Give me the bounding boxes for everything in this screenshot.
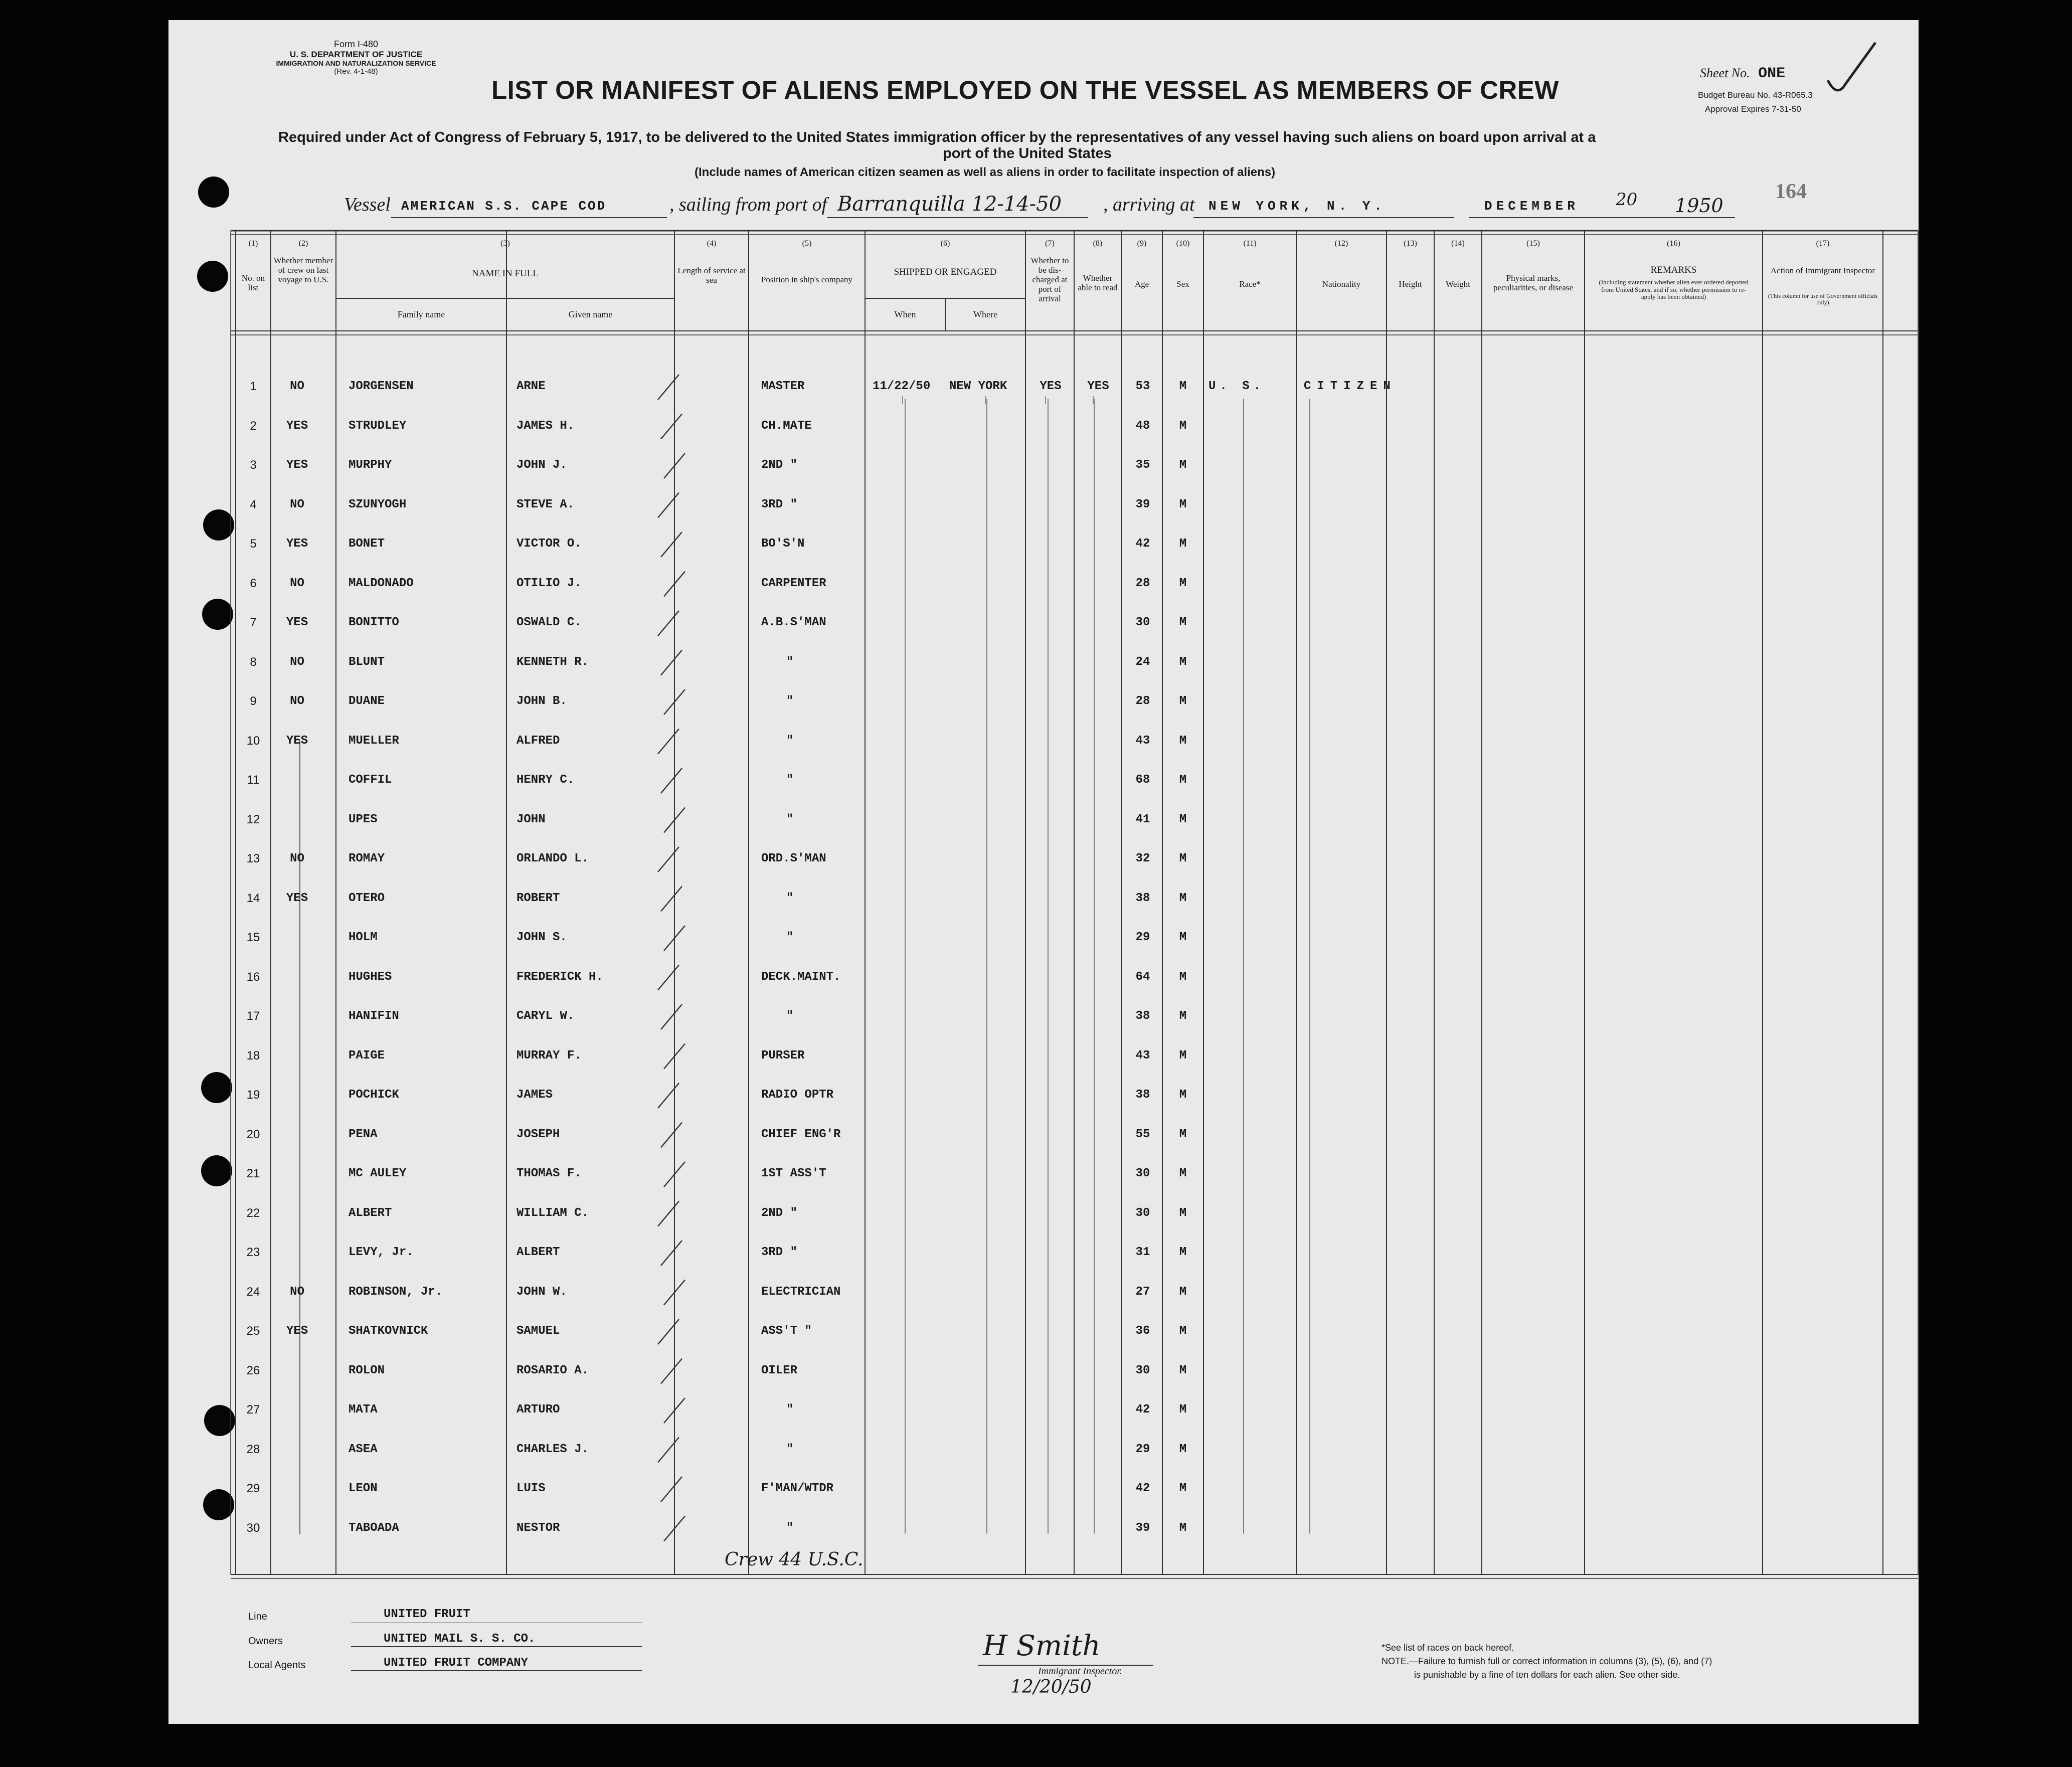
previous-voyage: NO — [290, 497, 304, 511]
sex: M — [1179, 734, 1187, 748]
row-number: 21 — [246, 1167, 260, 1180]
row-number: 3 — [250, 458, 257, 472]
footer-underlines — [351, 1623, 652, 1673]
previous-voyage: NO — [290, 380, 304, 393]
column-subheader-c6a: When — [894, 309, 916, 319]
arriving-label: , arriving at — [1103, 194, 1195, 215]
position: " — [786, 1521, 794, 1535]
family-name: LEVY, Jr. — [349, 1246, 414, 1259]
column-header-c14: Weight — [1446, 279, 1470, 289]
row-number: 11 — [247, 773, 260, 787]
column-header-c13: Height — [1399, 279, 1422, 289]
row-number: 16 — [246, 970, 260, 984]
column-header-c4: Length of service at sea — [677, 266, 746, 285]
previous-voyage: NO — [290, 1285, 304, 1299]
given-name: ARNE — [516, 380, 546, 393]
sex: M — [1179, 1246, 1187, 1259]
row-number: 9 — [250, 694, 257, 708]
sex: M — [1179, 1167, 1187, 1180]
approval-expiry: Approval Expires 7-31-50 — [1705, 104, 1801, 114]
column-header-c6: SHIPPED OR ENGAGED — [894, 267, 997, 277]
row-number: 18 — [246, 1048, 260, 1063]
row-number: 14 — [246, 891, 260, 905]
position: " — [786, 773, 794, 787]
previous-voyage: NO — [290, 694, 304, 708]
crew-note: Crew 44 U.S.C. — [725, 1549, 864, 1570]
age: 29 — [1135, 1442, 1150, 1456]
subtitle-line-3: (Include names of American citizen seamen as well as aliens in order to facilitate inspection of aliens) — [695, 165, 1276, 179]
sex: M — [1179, 497, 1187, 511]
row-number: 25 — [246, 1324, 260, 1338]
family-name: BLUNT — [349, 655, 385, 669]
family-name: ALBERT — [349, 1206, 392, 1220]
given-name: JAMES H. — [516, 419, 575, 433]
position: ORD.S'MAN — [761, 852, 826, 865]
column-header-c8: Whether able to read — [1078, 273, 1118, 293]
sheet-label: Sheet No. — [1700, 66, 1750, 80]
nationality: CITIZEN — [1304, 380, 1397, 393]
column-subheader-c17_sub: (This column for use of Government officials only) — [1768, 292, 1878, 306]
position: F'MAN/WTDR — [761, 1482, 834, 1495]
position: A.B.S'MAN — [761, 616, 826, 629]
family-name: HOLM — [349, 931, 378, 944]
age: 43 — [1135, 734, 1150, 748]
age: 42 — [1135, 1403, 1150, 1417]
family-name: MURPHY — [349, 458, 392, 472]
sex: M — [1179, 694, 1187, 708]
arrival-month: DECEMBER — [1484, 199, 1579, 214]
position: CARPENTER — [761, 576, 826, 590]
given-name: JOHN J. — [516, 458, 567, 472]
row-number: 23 — [246, 1246, 260, 1259]
sex: M — [1179, 616, 1187, 629]
position: 2ND " — [761, 1206, 798, 1220]
family-name: SHATKOVNICK — [349, 1324, 428, 1338]
given-name: NESTOR — [516, 1521, 560, 1535]
row-number: 1 — [250, 380, 257, 393]
family-name: MC AULEY — [349, 1167, 407, 1180]
family-name: TABOADA — [349, 1521, 399, 1535]
column-number: (11) — [1243, 239, 1257, 248]
age: 30 — [1135, 1363, 1150, 1377]
sex: M — [1179, 1482, 1187, 1495]
budget-number: Budget Bureau No. 43-R065.3 — [1698, 90, 1813, 100]
given-name: JAMES — [516, 1088, 553, 1102]
previous-voyage: YES — [286, 458, 308, 472]
row-number: 12 — [246, 812, 260, 826]
family-name: ROMAY — [349, 852, 385, 865]
age: 35 — [1135, 458, 1150, 472]
age: 64 — [1135, 970, 1150, 984]
row-number: 4 — [250, 497, 257, 511]
subtitle-line-1: Required under Act of Congress of February 5, 1917, to be delivered to the United States immigration officer by the representatives of any vessel having such aliens on board upon arrival at a — [278, 129, 1596, 145]
arriving-port: NEW YORK, N. Y. — [1208, 199, 1387, 214]
age: 38 — [1135, 891, 1150, 905]
family-name: MALDONADO — [349, 576, 414, 590]
penalty-note: NOTE.—Failure to furnish full or correct information in columns (3), (5), (6), and (7) — [1382, 1656, 1712, 1666]
position: BO'S'N — [761, 537, 805, 551]
family-name: ROLON — [349, 1363, 385, 1377]
column-subheader-c3b: Given name — [568, 309, 613, 319]
given-name: ALFRED — [516, 734, 560, 748]
family-name: STRUDLEY — [349, 419, 407, 433]
position: 1ST ASS'T — [761, 1167, 826, 1180]
column-number: (2) — [298, 239, 308, 248]
stamp-number: 164 — [1775, 180, 1807, 203]
position: 3RD " — [761, 497, 798, 511]
given-name: STEVE A. — [516, 497, 575, 511]
given-name: ROSARIO A. — [516, 1363, 589, 1377]
previous-voyage: NO — [290, 576, 304, 590]
sex: M — [1179, 419, 1187, 433]
agents-label: Local Agents — [248, 1660, 306, 1671]
column-header-c7: Whether to be dis-charged at port of arrival — [1030, 256, 1069, 304]
given-name: OSWALD C. — [516, 616, 582, 629]
row-number: 5 — [250, 537, 257, 551]
age: 39 — [1135, 497, 1150, 511]
column-number: (9) — [1137, 239, 1147, 248]
arrival-year: 1950 — [1675, 195, 1723, 217]
column-header-c17: Action of Immigrant Inspector — [1770, 266, 1875, 275]
row-number: 29 — [246, 1482, 260, 1495]
sex: M — [1179, 1442, 1187, 1456]
owners-label: Owners — [248, 1636, 283, 1647]
given-name: THOMAS F. — [516, 1167, 582, 1180]
family-name: UPES — [349, 812, 378, 826]
vessel-label: Vessel — [344, 194, 391, 215]
given-name: LUIS — [516, 1482, 546, 1495]
position: CH.MATE — [761, 419, 812, 433]
age: 36 — [1135, 1324, 1150, 1338]
row-number: 22 — [246, 1206, 260, 1220]
column-number: (15) — [1526, 239, 1540, 248]
sex: M — [1179, 380, 1187, 393]
family-name: JORGENSEN — [349, 380, 414, 393]
department: U. S. DEPARTMENT OF JUSTICE — [289, 49, 423, 59]
column-header-c15: Physical marks, peculiarities, or disease — [1493, 273, 1574, 293]
column-number: (16) — [1667, 239, 1680, 248]
row-number: 17 — [246, 1009, 260, 1023]
position: MASTER — [761, 380, 805, 393]
agents-value: UNITED FRUIT COMPANY — [384, 1656, 529, 1670]
given-name: JOHN S. — [516, 931, 567, 944]
given-name: HENRY C. — [516, 773, 575, 787]
family-name: BONITTO — [349, 616, 399, 629]
sex: M — [1179, 773, 1187, 787]
family-name: HUGHES — [349, 970, 392, 984]
sex: M — [1179, 931, 1187, 944]
position: " — [786, 1403, 794, 1417]
position: " — [786, 694, 794, 708]
age: 31 — [1135, 1246, 1150, 1259]
sex: M — [1179, 1324, 1187, 1338]
age: 38 — [1135, 1009, 1150, 1023]
position: " — [786, 734, 794, 748]
row-number: 8 — [250, 655, 257, 669]
position: " — [786, 1442, 794, 1456]
sailing-from: Barranquilla 12-14-50 — [837, 193, 1062, 216]
age: 42 — [1135, 1482, 1150, 1495]
shipped-when: 11/22/50 — [873, 380, 931, 393]
column-number: (7) — [1045, 239, 1055, 248]
position: ELECTRICIAN — [761, 1285, 841, 1299]
position: " — [786, 931, 794, 944]
sex: M — [1179, 655, 1187, 669]
family-name: POCHICK — [349, 1088, 399, 1102]
age: 41 — [1135, 812, 1150, 826]
position: ASS'T " — [761, 1324, 812, 1338]
age: 48 — [1135, 419, 1150, 433]
row-number: 30 — [246, 1521, 260, 1535]
races-note: *See list of races on back hereof. — [1382, 1643, 1514, 1653]
row-number: 20 — [246, 1127, 260, 1141]
previous-voyage: NO — [290, 655, 304, 669]
column-number: (3) — [500, 239, 510, 248]
given-name: CARYL W. — [516, 1009, 575, 1023]
column-number: (10) — [1176, 239, 1190, 248]
row-number: 15 — [246, 931, 260, 944]
column-number: (14) — [1451, 239, 1465, 248]
previous-voyage: NO — [290, 852, 304, 865]
sex: M — [1179, 1363, 1187, 1377]
sex: M — [1179, 458, 1187, 472]
sex: M — [1179, 1521, 1187, 1535]
position: 2ND " — [761, 458, 798, 472]
column-subheader-c16_sub: (Including statement whether alien ever ordered deported from United States, and if so, whether permission to re-apply has been obtained) — [1599, 278, 1749, 301]
given-name: WILLIAM C. — [516, 1206, 589, 1220]
position: 3RD " — [761, 1246, 798, 1259]
discharged: YES — [1040, 380, 1062, 393]
family-name: ROBINSON, Jr. — [349, 1285, 443, 1299]
position: CHIEF ENG'R — [761, 1127, 841, 1141]
age: 30 — [1135, 616, 1150, 629]
column-number: (8) — [1093, 239, 1103, 248]
family-name: BONET — [349, 537, 385, 551]
race: U. S. — [1208, 380, 1265, 393]
column-number: (13) — [1404, 239, 1417, 248]
column-header-c2: Whether member of crew on last voyage to U.S. — [273, 256, 333, 285]
sex: M — [1179, 891, 1187, 905]
given-name: JOHN B. — [516, 694, 567, 708]
age: 38 — [1135, 1088, 1150, 1102]
age: 28 — [1135, 694, 1150, 708]
subtitle-line-2: port of the United States — [943, 145, 1112, 161]
shipped-where: NEW YORK — [949, 380, 1007, 393]
family-name: OTERO — [349, 891, 385, 905]
position: " — [786, 655, 794, 669]
column-number: (6) — [940, 239, 950, 248]
given-name: ORLANDO L. — [516, 852, 589, 865]
previous-voyage: YES — [286, 419, 308, 433]
revision: (Rev. 4-1-48) — [334, 67, 378, 76]
age: 29 — [1135, 931, 1150, 944]
sex: M — [1179, 1048, 1187, 1063]
family-name: SZUNYOGH — [349, 497, 407, 511]
previous-voyage: YES — [286, 891, 308, 905]
family-name: MATA — [349, 1403, 378, 1417]
row-number: 10 — [246, 734, 260, 748]
column-header-c1: No. on list — [241, 273, 265, 293]
sex: M — [1179, 1009, 1187, 1023]
sex: M — [1179, 970, 1187, 984]
given-name: JOHN W. — [516, 1285, 567, 1299]
row-number: 6 — [250, 576, 257, 590]
owners-value: UNITED MAIL S. S. CO. — [384, 1632, 536, 1646]
column-header-c10: Sex — [1176, 279, 1189, 289]
column-header-c12: Nationality — [1322, 279, 1361, 289]
age: 30 — [1135, 1206, 1150, 1220]
row-number: 2 — [250, 419, 257, 433]
given-name: CHARLES J. — [516, 1442, 589, 1456]
arrival-day: 20 — [1616, 190, 1638, 210]
row-number: 27 — [246, 1403, 260, 1417]
sex: M — [1179, 1127, 1187, 1141]
previous-voyage: YES — [286, 1324, 308, 1338]
column-header-c5: Position in ship's company — [761, 275, 853, 284]
given-name: ALBERT — [516, 1246, 560, 1259]
column-header-c11: Race* — [1239, 279, 1261, 289]
row-number: 7 — [250, 616, 257, 629]
age: 53 — [1135, 380, 1150, 393]
sex: M — [1179, 812, 1187, 826]
row-number: 28 — [246, 1442, 260, 1456]
column-header-c9: Age — [1134, 279, 1149, 289]
row-number: 19 — [246, 1088, 260, 1102]
age: 55 — [1135, 1127, 1150, 1141]
family-name: HANIFIN — [349, 1009, 399, 1023]
sex: M — [1179, 1285, 1187, 1299]
sailing-label: , sailing from port of — [669, 194, 827, 215]
family-name: DUANE — [349, 694, 385, 708]
age: 30 — [1135, 1167, 1150, 1180]
age: 24 — [1135, 655, 1150, 669]
family-name: PENA — [349, 1127, 378, 1141]
given-name: SAMUEL — [516, 1324, 560, 1338]
given-name: JOHN — [516, 812, 546, 826]
family-name: MUELLER — [349, 734, 399, 748]
vessel-name: AMERICAN S.S. CAPE COD — [401, 199, 607, 214]
sex: M — [1179, 1088, 1187, 1102]
age: 28 — [1135, 576, 1150, 590]
position: DECK.MAINT. — [761, 970, 841, 984]
line-value: UNITED FRUIT — [384, 1608, 470, 1621]
age: 27 — [1135, 1285, 1150, 1299]
form-title: LIST OR MANIFEST OF ALIENS EMPLOYED ON THE VESSEL AS MEMBERS OF CREW — [491, 76, 1559, 104]
given-name: ARTURO — [516, 1403, 560, 1417]
given-name: VICTOR O. — [516, 537, 582, 551]
given-name: MURRAY F. — [516, 1048, 582, 1063]
given-name: JOSEPH — [516, 1127, 560, 1141]
sex: M — [1179, 1206, 1187, 1220]
column-header-c3: NAME IN FULL — [472, 268, 539, 279]
line-label: Line — [248, 1611, 267, 1622]
age: 32 — [1135, 852, 1150, 865]
inspector-date: 12/20/50 — [1010, 1677, 1092, 1697]
row-number: 26 — [246, 1363, 260, 1377]
sheet-value: ONE — [1758, 65, 1786, 82]
previous-voyage: YES — [286, 537, 308, 551]
position: " — [786, 1009, 794, 1023]
column-subheader-c6b: Where — [973, 309, 997, 319]
age: 43 — [1135, 1048, 1150, 1063]
inspector-label: Immigrant Inspector. — [1038, 1666, 1122, 1677]
sex: M — [1179, 576, 1187, 590]
row-number: 24 — [246, 1285, 260, 1299]
row-number: 13 — [246, 852, 260, 865]
column-number: (17) — [1816, 239, 1830, 248]
age: 42 — [1135, 537, 1150, 551]
column-number: (5) — [802, 239, 812, 248]
given-name: OTILIO J. — [516, 576, 582, 590]
column-header-c16: REMARKS — [1650, 265, 1697, 275]
position: " — [786, 812, 794, 826]
column-number: (12) — [1334, 239, 1348, 248]
given-name: ROBERT — [516, 891, 560, 905]
age: 39 — [1135, 1521, 1150, 1535]
given-name: FREDERICK H. — [516, 970, 603, 984]
given-name: KENNETH R. — [516, 655, 589, 669]
column-number: (1) — [248, 239, 258, 248]
family-name: LEON — [349, 1482, 378, 1495]
previous-voyage: YES — [286, 616, 308, 629]
penalty-note-cont: is punishable by a fine of ten dollars for each alien. See other side. — [1414, 1670, 1680, 1680]
sex: M — [1179, 1403, 1187, 1417]
able-to-read: YES — [1087, 380, 1109, 393]
position: RADIO OPTR — [761, 1088, 834, 1102]
position: PURSER — [761, 1048, 805, 1063]
form-number: Form I-480 — [333, 39, 379, 49]
column-number: (4) — [707, 239, 717, 248]
age: 68 — [1135, 773, 1150, 787]
family-name: ASEA — [349, 1442, 378, 1456]
inspector-signature: H Smith — [983, 1630, 1101, 1662]
position: OILER — [761, 1363, 798, 1377]
sex: M — [1179, 852, 1187, 865]
position: " — [786, 891, 794, 905]
family-name: PAIGE — [349, 1048, 385, 1063]
previous-voyage: YES — [286, 734, 308, 748]
column-subheader-c3a: Family name — [397, 309, 445, 319]
sex: M — [1179, 537, 1187, 551]
service: IMMIGRATION AND NATURALIZATION SERVICE — [276, 59, 436, 68]
family-name: COFFIL — [349, 773, 392, 787]
